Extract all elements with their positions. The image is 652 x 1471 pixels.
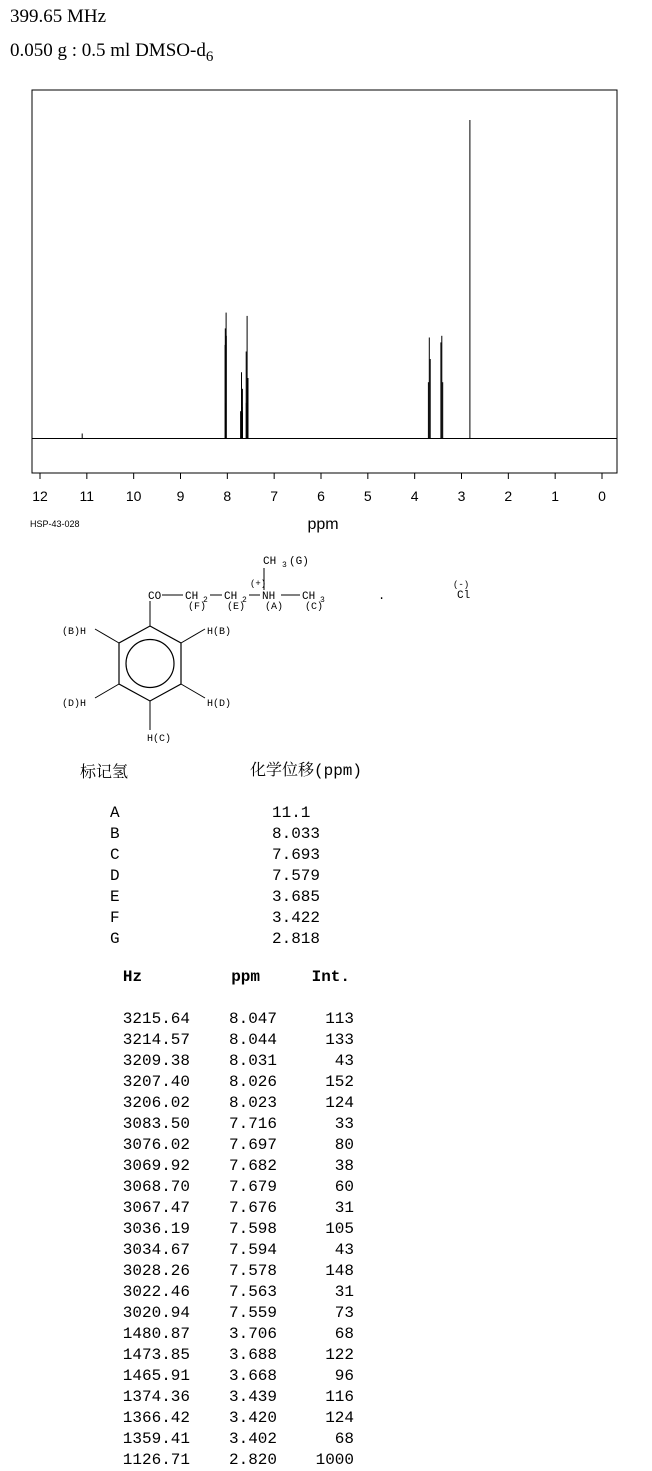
ring-h-left-bottom: (D)H — [62, 699, 87, 710]
label-a: (A) — [265, 602, 284, 613]
label-f: (F) — [188, 602, 207, 613]
assignment-row — [110, 824, 320, 845]
peak-ppm: 7.716 — [228, 1115, 277, 1133]
peak-int: 133 — [325, 1031, 354, 1049]
peak-ppm: 7.559 — [228, 1304, 277, 1322]
chain-ch2-e: CH — [224, 591, 238, 603]
peak-int: 105 — [325, 1220, 354, 1238]
benzene-aromatic-circle — [126, 640, 174, 688]
peak-hz: 3209.38 — [122, 1052, 190, 1070]
peak-ppm: 3.439 — [228, 1388, 277, 1406]
peak-row — [110, 1303, 354, 1324]
assignment-shift: 8.033 — [271, 825, 320, 843]
x-tick-label: 8 — [223, 488, 232, 504]
peak-hz: 3207.40 — [122, 1073, 190, 1091]
x-tick-label: 11 — [79, 488, 95, 504]
chain-co: CO — [148, 591, 162, 603]
assignment-label: G — [110, 930, 120, 948]
spectrum-code: HSP-43-028 — [30, 519, 80, 529]
chain-ch2-e-sub: 2 — [242, 596, 247, 605]
ring-h-right-top: H(B) — [207, 627, 232, 638]
peak-hz: 1480.87 — [122, 1325, 190, 1343]
peak-hz: 3020.94 — [122, 1304, 190, 1322]
peak-hz: 3214.57 — [122, 1031, 190, 1049]
bond-h-right-top — [181, 629, 205, 643]
x-tick-label: 3 — [457, 488, 466, 504]
peak-ppm: 7.563 — [228, 1283, 277, 1301]
peak-row — [110, 1387, 354, 1408]
peak-row — [110, 1261, 354, 1282]
benzene-ring — [119, 626, 181, 701]
peak-ppm: 7.676 — [228, 1199, 277, 1217]
assignment-label: F — [110, 909, 120, 927]
bond-h-left-top — [95, 629, 119, 643]
peak-row — [110, 1135, 354, 1156]
ring-h-bottom: H(C) — [147, 734, 172, 745]
peak-hz: 3067.47 — [122, 1199, 190, 1217]
peak-ppm: 3.420 — [228, 1409, 277, 1427]
ring-h-right-bottom: H(D) — [207, 699, 232, 710]
peak-int: 43 — [334, 1241, 354, 1259]
peak-ppm: 7.682 — [228, 1157, 277, 1175]
assignment-shift: 7.579 — [271, 867, 320, 885]
peak-row — [110, 1072, 354, 1093]
peak-row — [110, 1366, 354, 1387]
peak-table-header — [110, 968, 350, 986]
x-tick-label: 7 — [270, 488, 279, 504]
peak-int: 124 — [325, 1409, 354, 1427]
peak-hz: 3076.02 — [122, 1136, 190, 1154]
peak-ppm: 8.026 — [228, 1073, 277, 1091]
peak-hz: 3068.70 — [122, 1178, 190, 1196]
peak-ppm: 7.598 — [228, 1220, 277, 1238]
peak-ppm: 3.402 — [228, 1430, 277, 1448]
x-tick-label: 10 — [125, 488, 142, 504]
top-ch3-sub: 3 — [282, 561, 287, 570]
peak-ppm: 3.688 — [228, 1346, 277, 1364]
assignment-row — [110, 929, 320, 950]
peak-int: 33 — [334, 1115, 354, 1133]
anion-cl: Cl — [457, 590, 471, 602]
peak-ppm: 7.697 — [228, 1136, 277, 1154]
peak-int: 122 — [325, 1346, 354, 1364]
peak-row — [110, 1408, 354, 1429]
peak-row — [110, 1093, 354, 1114]
peak-hz: 3215.64 — [122, 1010, 190, 1028]
peak-hz: 1126.71 — [122, 1451, 190, 1469]
peak-row — [110, 1429, 354, 1450]
x-tick-label: 4 — [410, 488, 419, 504]
header-hz: Hz — [122, 968, 143, 986]
peak-ppm: 3.668 — [228, 1367, 277, 1385]
peak-hz: 3083.50 — [122, 1115, 190, 1133]
peak-int: 124 — [325, 1094, 354, 1112]
peak-ppm: 8.044 — [228, 1031, 277, 1049]
peak-row — [110, 1219, 354, 1240]
spectrometer-frequency: 399.65 MHz — [10, 6, 107, 27]
peak-ppm: 7.594 — [228, 1241, 277, 1259]
peak-hz: 1473.85 — [122, 1346, 190, 1364]
peak-hz: 1366.42 — [122, 1409, 190, 1427]
peak-int: 1000 — [315, 1451, 354, 1469]
assignment-shift: 11.1 — [271, 804, 320, 822]
peak-ppm: 8.047 — [228, 1010, 277, 1028]
peak-ppm: 7.679 — [228, 1178, 277, 1196]
peak-row — [110, 1156, 354, 1177]
dot-separator: . — [378, 589, 386, 603]
sample-text: 0.050 g : 0.5 ml DMSO-d — [10, 40, 206, 61]
chain-ch3-c-sub: 3 — [320, 596, 325, 605]
peak-hz: 1465.91 — [122, 1367, 190, 1385]
peak-row — [110, 1030, 354, 1051]
assignment-header-label: 标记氢 — [80, 764, 129, 781]
assignment-header-shift: 化学位移(ppm) — [250, 762, 363, 780]
x-tick-label: 2 — [504, 488, 513, 504]
x-tick-label: 0 — [598, 488, 606, 504]
peak-int: 73 — [334, 1304, 354, 1322]
peak-int: 80 — [334, 1136, 354, 1154]
header-ppm: ppm — [231, 968, 260, 986]
peak-row — [110, 1051, 354, 1072]
peak-ppm: 7.578 — [228, 1262, 277, 1280]
peak-hz: 3036.19 — [122, 1220, 190, 1238]
peak-row — [110, 1114, 354, 1135]
peak-int: 152 — [325, 1073, 354, 1091]
bond-h-left-bottom — [95, 684, 119, 698]
peak-row — [110, 1450, 354, 1471]
peak-row — [110, 1282, 354, 1303]
peak-int: 116 — [325, 1388, 354, 1406]
top-g-label: (G) — [289, 556, 309, 568]
assignment-row — [110, 866, 320, 887]
charge-minus: (-) — [453, 580, 470, 590]
peak-row — [110, 1324, 354, 1345]
peak-hz: 1374.36 — [122, 1388, 190, 1406]
peak-row — [110, 1177, 354, 1198]
assignment-label: E — [110, 888, 120, 906]
chain-nh: NH — [262, 591, 276, 603]
x-tick-label: 9 — [176, 488, 185, 504]
peak-row — [110, 1009, 354, 1030]
peak-row — [110, 1198, 354, 1219]
assignment-shift: 2.818 — [271, 930, 320, 948]
peak-int: 96 — [334, 1367, 354, 1385]
peak-int: 60 — [334, 1178, 354, 1196]
chain-ch2-f: CH — [185, 591, 199, 603]
peak-row — [110, 1345, 354, 1366]
assignment-shift: 3.422 — [271, 909, 320, 927]
peak-int: 68 — [334, 1430, 354, 1448]
assignment-label: D — [110, 867, 120, 885]
top-ch3: CH — [263, 556, 277, 568]
x-tick-label: 5 — [363, 488, 372, 504]
assignment-label: A — [110, 804, 120, 822]
assignment-row — [110, 887, 320, 908]
peak-int: 31 — [334, 1283, 354, 1301]
bond-h-right-bottom — [181, 684, 205, 698]
peak-ppm: 3.706 — [228, 1325, 277, 1343]
assignment-label: C — [110, 846, 120, 864]
peak-int: 148 — [325, 1262, 354, 1280]
peak-ppm: 8.023 — [228, 1094, 277, 1112]
charge-plus: (+) — [250, 579, 267, 589]
chain-ch3-c: CH — [302, 591, 316, 603]
peak-hz: 3022.46 — [122, 1283, 190, 1301]
x-tick-label: 12 — [32, 488, 48, 504]
header-int: Int. — [311, 968, 350, 986]
x-axis-label: ppm — [307, 516, 339, 533]
peak-hz: 3206.02 — [122, 1094, 190, 1112]
peak-int: 43 — [334, 1052, 354, 1070]
peak-hz: 3069.92 — [122, 1157, 190, 1175]
peak-table — [110, 1009, 354, 1471]
peak-int: 38 — [334, 1157, 354, 1175]
peak-hz: 1359.41 — [122, 1430, 190, 1448]
assignment-shift: 3.685 — [271, 888, 320, 906]
peak-hz: 3034.67 — [122, 1241, 190, 1259]
x-tick-label: 1 — [551, 488, 560, 504]
peak-row — [110, 1240, 354, 1261]
peak-hz: 3028.26 — [122, 1262, 190, 1280]
assignment-row — [110, 803, 320, 824]
assignment-label: B — [110, 825, 120, 843]
peak-ppm: 2.820 — [228, 1451, 277, 1469]
x-tick-label: 6 — [317, 488, 325, 504]
sample-subscript: 6 — [205, 48, 214, 65]
ring-h-left-top: (B)H — [62, 627, 87, 638]
assignment-row — [110, 908, 320, 929]
peak-int: 31 — [334, 1199, 354, 1217]
assignment-row — [110, 845, 320, 866]
peak-int: 113 — [325, 1010, 354, 1028]
chain-ch2-f-sub: 2 — [203, 596, 208, 605]
assignment-table — [110, 803, 320, 950]
label-e: (E) — [227, 602, 246, 613]
assignment-shift: 7.693 — [271, 846, 320, 864]
label-c-chain: (C) — [305, 602, 324, 613]
peak-int: 68 — [334, 1325, 354, 1343]
peak-ppm: 8.031 — [228, 1052, 277, 1070]
